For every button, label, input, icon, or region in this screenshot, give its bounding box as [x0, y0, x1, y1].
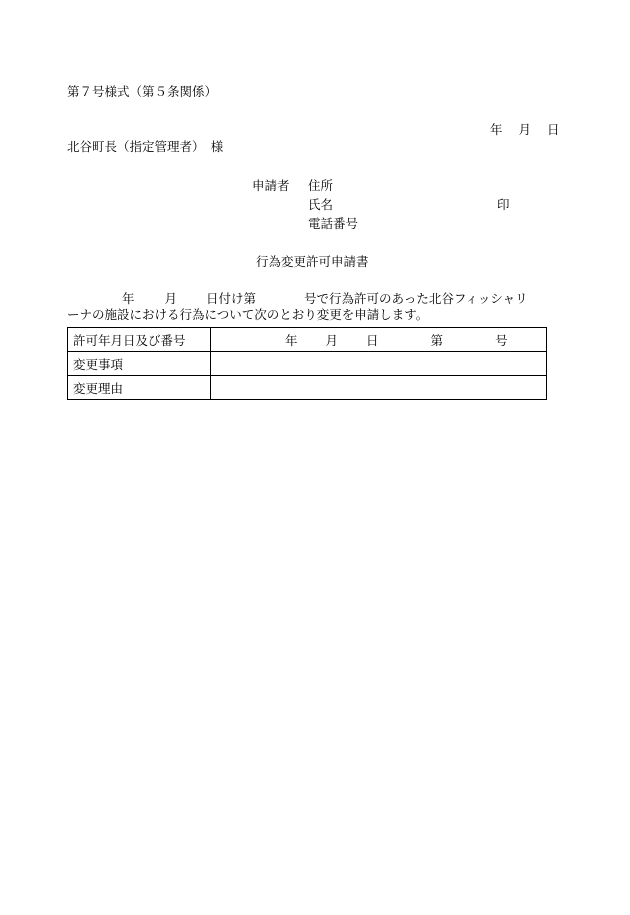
- change-reason-label: 変更理由: [68, 376, 211, 400]
- date-month: 月: [518, 122, 532, 137]
- body-text: [67, 291, 567, 323]
- document-title: 行為変更許可申請書: [256, 254, 369, 269]
- seal-label: 印: [497, 197, 510, 212]
- body-month: 月: [164, 291, 178, 306]
- body-number-suffix: 号で行為許可のあった北谷フィッシャリ: [304, 291, 528, 306]
- permit-month: 月: [325, 332, 339, 348]
- body-line-2: ーナの施設における行為について次のとおり変更を申請します。: [67, 307, 429, 322]
- address-label: 住所: [308, 178, 334, 193]
- permit-year: 年: [285, 332, 298, 348]
- table-row: [68, 376, 547, 400]
- date-day: 日: [547, 122, 560, 137]
- change-item-label: 変更事項: [68, 352, 211, 376]
- body-line-1: [67, 291, 567, 307]
- date-line: [490, 122, 560, 138]
- permit-dai: 第: [430, 332, 444, 348]
- addressee: 北谷町長（指定管理者） 様: [67, 139, 224, 154]
- permit-go: 号: [495, 332, 508, 348]
- permit-day: 日: [366, 332, 379, 348]
- info-table: [67, 327, 547, 400]
- permit-date-label: 許可年月日及び番号: [68, 328, 211, 352]
- form-number: 第７号様式（第５条関係）: [67, 84, 218, 99]
- table-row: [68, 352, 547, 376]
- body-date-suffix: 日付け第: [206, 291, 257, 306]
- applicant-label: 申請者: [252, 178, 290, 193]
- change-reason-value[interactable]: [211, 376, 547, 400]
- table-row: [68, 328, 547, 352]
- date-year: 年: [490, 122, 503, 137]
- body-year: 年: [122, 291, 135, 306]
- name-label: 氏名: [308, 197, 334, 212]
- permit-date-value[interactable]: [211, 328, 547, 352]
- change-item-value[interactable]: [211, 352, 547, 376]
- phone-label: 電話番号: [308, 216, 359, 231]
